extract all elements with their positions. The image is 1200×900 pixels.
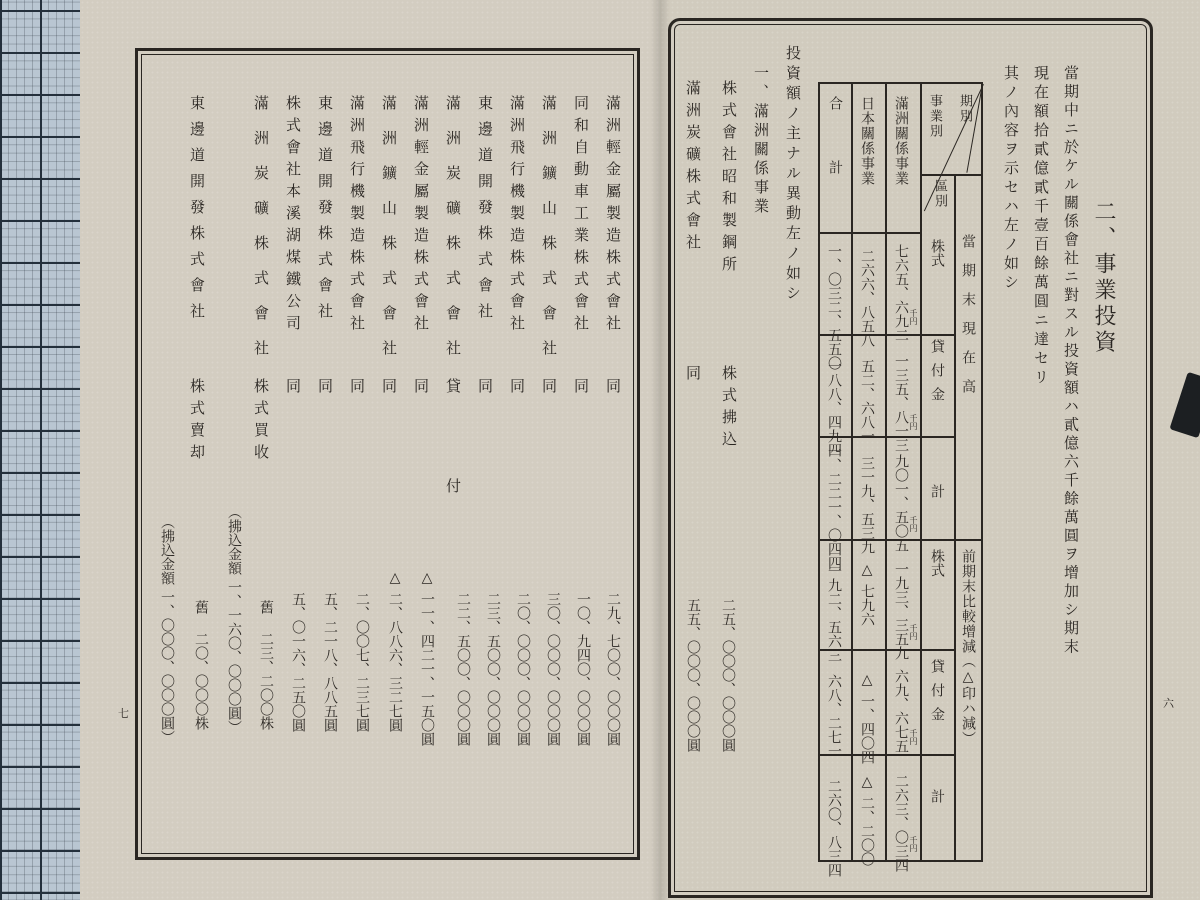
cell-manchuria-loan: 一三五、八一三 xyxy=(893,354,909,452)
group-header-current: 當期末現在高 xyxy=(960,234,976,408)
cell-total-loan: 一八八、四九四 xyxy=(826,359,842,457)
left-type-10: 同 xyxy=(316,378,334,393)
change-type-1: 株式拂込 xyxy=(720,365,738,453)
left-type-13: 株式賣却 xyxy=(188,378,206,466)
cell-japan-loan-change: △ xyxy=(859,672,875,688)
left-type-5: 同 xyxy=(476,378,494,393)
left-type-12: 株式買收 xyxy=(252,378,270,466)
col-divider xyxy=(954,174,956,860)
left-amount-4: 二〇、〇〇〇、〇〇〇圓 xyxy=(515,592,531,746)
page-number-left: 七 xyxy=(118,707,129,720)
left-shares-bought-paid: 一、一六〇、〇〇〇圓） xyxy=(226,580,242,734)
corner-label-period: 期別 xyxy=(957,94,972,124)
cell-total-stock: 一、〇三二、五五〇 xyxy=(826,244,842,370)
cell-manchuria-stock: 七六五、六九二 xyxy=(893,244,909,342)
corner-label-division: 區別 xyxy=(932,179,947,209)
left-company-3: 滿洲鑛山株式會社 xyxy=(540,95,558,375)
change-amount-2: 五五、〇〇〇、〇〇〇圓 xyxy=(685,598,701,752)
cell-japan-loan: 五二、六八一 xyxy=(859,359,875,443)
left-company-4: 滿洲飛行機製造株式會社 xyxy=(508,95,526,337)
intro-line-1: 當期中ニ於ケル關係會社ニ對スル投資額ハ貳億六千餘萬圓ヲ增加シ期末 xyxy=(1062,65,1080,657)
left-shares-sold-label: 舊 xyxy=(193,600,209,614)
group-header-change: 前期末比較增減（△印ハ減） xyxy=(960,549,976,746)
left-company-12: 滿洲炭礦株式會社 xyxy=(252,95,270,375)
left-amount-7: 一一、四二一、一五〇圓 xyxy=(419,592,435,746)
left-company-8: 滿洲鑛山株式會社 xyxy=(380,95,398,375)
left-amount-6: 二二、五〇〇、〇〇〇圓 xyxy=(455,592,471,746)
left-amount-10: 五、二一八、八八五圓 xyxy=(322,592,338,732)
subcol-stock-change: 株式 xyxy=(929,549,945,577)
subcol-stock: 株式 xyxy=(929,239,945,267)
left-shares-bought-paid-label: （拂込金額 xyxy=(226,505,242,575)
left-amount-3: 三〇、〇〇〇、〇〇〇圓 xyxy=(545,592,561,746)
left-amount-9: 二、〇〇七、二三七圓 xyxy=(354,592,370,732)
left-type-4: 同 xyxy=(508,378,526,393)
unit-label: 千円 xyxy=(909,516,918,532)
left-amount-1: 二九、七〇〇、〇〇〇圓 xyxy=(605,592,621,746)
col-divider xyxy=(851,84,853,860)
header-divider xyxy=(820,232,920,234)
subcol-total-change: 計 xyxy=(929,789,945,803)
cell-total-total: 一、二二一、〇四四 xyxy=(826,444,842,570)
left-amount-5: 二三、五〇〇、〇〇〇圓 xyxy=(485,592,501,746)
cell-japan-total: 三一九、五三九 xyxy=(859,456,875,554)
cell-manchuria-stock-change: 一九三、三五九 xyxy=(893,562,909,660)
left-company-13: 東邊道開發株式會社 xyxy=(188,95,206,329)
unit-label: 千円 xyxy=(909,624,918,640)
page-number-right: 六 xyxy=(1163,697,1174,710)
cell-total-total-change: 二六〇、八三四 xyxy=(826,779,842,877)
left-company-1: 滿洲輕金屬製造株式會社 xyxy=(604,95,622,337)
cell-japan-stock: 二六六、八五八 xyxy=(859,249,875,347)
col-divider xyxy=(920,84,922,860)
unit-label: 千円 xyxy=(909,836,918,852)
decrease-mark: △ xyxy=(419,570,435,586)
cell-japan-loan-change-value: 一、四〇四 xyxy=(859,694,875,764)
corner-label-business: 事業別 xyxy=(927,94,942,139)
investment-table xyxy=(818,82,983,877)
left-shares-bought-label: 舊 xyxy=(258,600,274,614)
cell-manchuria-total-change: 二六三、〇三四 xyxy=(893,774,909,872)
cell-japan-stock-change: △ xyxy=(859,562,875,578)
cell-total-stock-change: 一九二、五六三 xyxy=(826,564,842,662)
subcol-loan: 貸付金 xyxy=(929,339,945,411)
change-amount-1: 二五、〇〇〇、〇〇〇圓 xyxy=(720,598,736,752)
left-type-11: 同 xyxy=(284,378,302,393)
unit-label: 千円 xyxy=(909,309,918,325)
cell-japan-stock-change-value: 七九六 xyxy=(859,584,875,626)
left-amount-8: 二、八八六、三二七圓 xyxy=(387,592,403,732)
col-divider xyxy=(885,84,887,860)
intro-line-2: 現在額拾貳億貳千壹百餘萬圓ニ達セリ xyxy=(1032,65,1050,388)
cell-japan-total-change-value: 二、二〇〇 xyxy=(859,796,875,866)
left-company-10: 東邊道開發株式會社 xyxy=(316,95,334,329)
row-label-total: 合計 xyxy=(827,96,843,224)
book-spine xyxy=(650,0,670,900)
unit-label: 千円 xyxy=(909,414,918,430)
left-type-2: 同 xyxy=(572,378,590,393)
left-type-7: 同 xyxy=(412,378,430,393)
left-type-9: 同 xyxy=(348,378,366,393)
subcol-loan-change: 貸付金 xyxy=(929,659,945,731)
left-type-3: 同 xyxy=(540,378,558,393)
left-type-1: 同 xyxy=(604,378,622,393)
left-company-5: 東邊道開發株式會社 xyxy=(476,95,494,329)
row-label-japan: 日本關係事業 xyxy=(859,96,875,186)
left-company-7: 滿洲輕金屬製造株式會社 xyxy=(412,95,430,337)
left-shares-sold-paid-label: （拂込金額 xyxy=(159,515,175,585)
change-company-2: 滿洲炭礦株式會社 xyxy=(684,80,702,256)
cutting-mat xyxy=(0,0,80,900)
left-shares-bought-count: 二三、二〇〇株 xyxy=(258,632,274,730)
left-amount-11: 五、〇一六、二五〇圓 xyxy=(290,592,306,732)
change-type-2: 同 xyxy=(684,365,702,380)
cell-japan-total-change: △ xyxy=(859,774,875,790)
change-company-1: 株式會社昭和製鋼所 xyxy=(720,80,738,278)
left-shares-sold-paid: 一、〇〇〇、〇〇〇圓） xyxy=(159,590,175,744)
intro-line-3: 其ノ內容ヲ示セハ左ノ如シ xyxy=(1002,65,1020,293)
section-title: 二、事業投資 xyxy=(1091,200,1116,356)
changes-heading: 一、滿洲關係事業 xyxy=(752,65,770,217)
left-type-6: 貸付 xyxy=(444,378,462,578)
left-amount-2: 一〇、九四〇、〇〇〇圓 xyxy=(575,592,591,746)
subcol-total: 計 xyxy=(929,484,945,498)
left-company-2: 同和自動車工業株式會社 xyxy=(572,95,590,337)
left-company-6: 滿洲炭礦株式會社 xyxy=(444,95,462,375)
left-company-9: 滿洲飛行機製造株式會社 xyxy=(348,95,366,337)
left-company-11: 株式會社本溪湖煤鐵公司 xyxy=(284,95,302,337)
decrease-mark: △ xyxy=(387,570,403,586)
cell-manchuria-total: 九〇一、五〇五 xyxy=(893,454,909,552)
header-divider xyxy=(920,174,983,176)
left-shares-sold-count: 二〇、〇〇〇株 xyxy=(193,632,209,730)
changes-intro: 投資額ノ主ナル異動左ノ如シ xyxy=(784,45,802,305)
unit-label: 千円 xyxy=(909,729,918,745)
cell-total-loan-change: 六八、二七一 xyxy=(826,674,842,758)
left-type-8: 同 xyxy=(380,378,398,393)
cell-manchuria-loan-change: 六九、六七五 xyxy=(893,669,909,753)
row-label-manchuria: 滿洲關係事業 xyxy=(893,96,909,186)
